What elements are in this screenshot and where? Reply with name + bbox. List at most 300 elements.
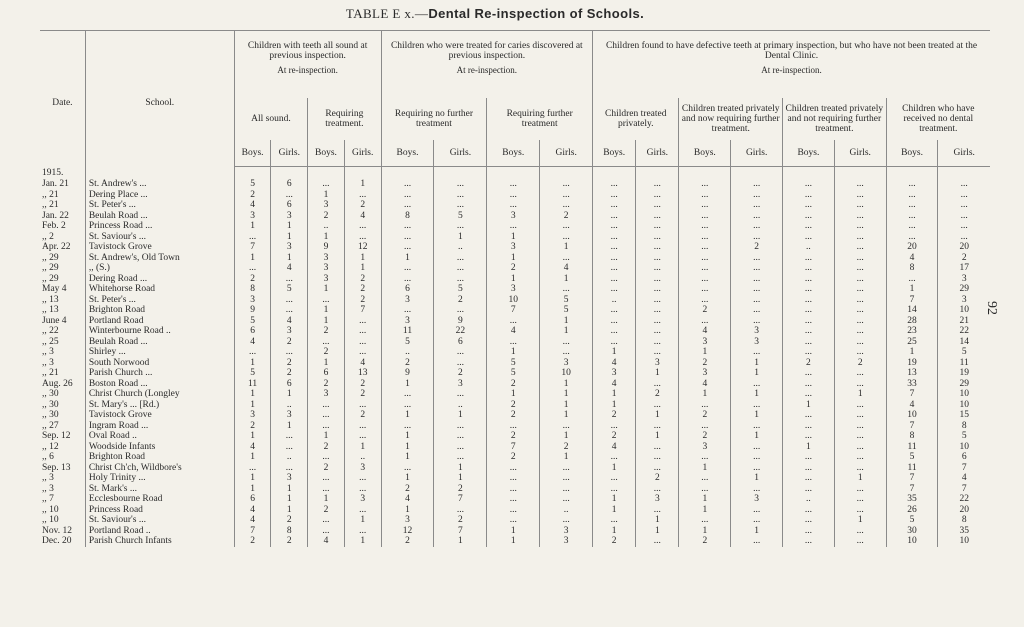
table-row (40, 316, 990, 327)
row-value: ... (834, 442, 886, 453)
row-date: ,, 21 (42, 200, 59, 210)
header-girls: Girls. (434, 140, 487, 167)
row-school: Christ Church (Longley (85, 389, 234, 400)
row-value: ... (344, 316, 381, 327)
row-value: 8 (938, 421, 990, 432)
row-value: 1 (308, 284, 345, 295)
row-school: Parish Church Infants (85, 536, 234, 547)
year-row (40, 167, 990, 180)
row-value: 5 (938, 431, 990, 442)
row-value: ... (271, 463, 308, 474)
header-group-sound (234, 31, 381, 99)
table-row (40, 242, 990, 253)
row-school: Brighton Road (85, 452, 234, 463)
row-date: Jan. 22 (42, 210, 69, 221)
row-value: ... (731, 263, 783, 274)
row-value: ... (679, 242, 731, 253)
row-value: ... (783, 379, 835, 390)
row-value: ... (487, 515, 540, 526)
row-value: 5 (434, 211, 487, 222)
row-date: ,, 22 (42, 326, 59, 336)
row-value: 11 (886, 442, 938, 453)
row-value: 1 (540, 431, 593, 442)
row-value: ... (434, 421, 487, 432)
row-value: ... (834, 368, 886, 379)
row-value: 2 (308, 463, 345, 474)
row-value: ... (731, 379, 783, 390)
row-value: 4 (487, 326, 540, 337)
row-value: ... (679, 200, 731, 211)
row-value: ... (834, 242, 886, 253)
row-date: ,, 12 (42, 441, 59, 452)
row-value: 1 (679, 505, 731, 516)
row-value: ... (344, 190, 381, 201)
row-value: ... (783, 179, 835, 190)
row-value: ... (679, 484, 731, 495)
row-value: 2 (308, 379, 345, 390)
row-date: ,, 6 (42, 452, 54, 462)
row-value: 3 (381, 295, 434, 306)
row-value: 1 (731, 389, 783, 400)
row-value: 3 (593, 368, 636, 379)
row-value: 1 (234, 221, 271, 232)
table-row (40, 505, 990, 516)
row-value: ... (636, 484, 679, 495)
row-school: Shirley ... (85, 347, 234, 358)
header-boys: Boys. (783, 140, 835, 167)
header-boys: Boys. (593, 140, 636, 167)
row-value: ... (381, 263, 434, 274)
row-date: ,, 30 (42, 389, 59, 399)
row-value: 2 (834, 358, 886, 369)
row-value: 3 (636, 494, 679, 505)
row-value: ... (886, 200, 938, 211)
row-value: ... (381, 421, 434, 432)
row-value: 4 (938, 473, 990, 484)
row-value: ... (834, 190, 886, 201)
row-value: ... (731, 463, 783, 474)
row-value: 1 (381, 473, 434, 484)
row-value: 4 (271, 263, 308, 274)
row-value: 2 (308, 442, 345, 453)
row-value: 15 (938, 410, 990, 421)
row-value: 19 (886, 358, 938, 369)
row-value: 1 (381, 505, 434, 516)
row-value: ... (540, 337, 593, 348)
row-value: 3 (938, 274, 990, 285)
row-value: ... (731, 253, 783, 264)
row-value: 10 (886, 410, 938, 421)
table-row (40, 221, 990, 232)
row-value: ... (679, 211, 731, 222)
row-value: 1 (234, 473, 271, 484)
row-value: ... (636, 253, 679, 264)
table-row (40, 347, 990, 358)
row-value: ... (381, 190, 434, 201)
row-value: 1 (593, 494, 636, 505)
row-value: ... (834, 431, 886, 442)
row-value: ... (636, 284, 679, 295)
row-date: Apr. 22 (42, 242, 71, 252)
header-girls: Girls. (344, 140, 381, 167)
row-value: ... (593, 242, 636, 253)
row-value: 2 (636, 389, 679, 400)
row-value: ... (679, 473, 731, 484)
row-value: ... (381, 274, 434, 285)
row-value: 1 (731, 410, 783, 421)
row-value: 3 (308, 253, 345, 264)
row-value: 1 (308, 232, 345, 243)
row-value: .. (540, 505, 593, 516)
table-row (40, 284, 990, 295)
row-date: ,, 30 (42, 399, 59, 410)
row-value: 1 (434, 473, 487, 484)
row-value: 4 (234, 515, 271, 526)
row-value: ... (783, 284, 835, 295)
row-value: 2 (434, 295, 487, 306)
row-value: ... (487, 505, 540, 516)
row-value: 2 (271, 368, 308, 379)
row-value: ... (834, 211, 886, 222)
row-value: ... (434, 305, 487, 316)
row-value: 1 (308, 431, 345, 442)
row-value: 30 (886, 526, 938, 537)
header-no-treatment: Children who have received no dental treatment. (886, 98, 990, 140)
row-value: 5 (540, 305, 593, 316)
table-row (40, 263, 990, 274)
row-date: ,, 21 (42, 368, 59, 378)
table-row (40, 200, 990, 211)
row-value: 1 (679, 347, 731, 358)
row-value: 1 (344, 253, 381, 264)
row-value: ... (636, 190, 679, 201)
row-value: ... (344, 526, 381, 537)
row-value: ... (540, 179, 593, 190)
row-value: 1 (271, 505, 308, 516)
row-value: 1 (593, 463, 636, 474)
row-value: 3 (271, 473, 308, 484)
row-value: 2 (381, 358, 434, 369)
row-value: 4 (234, 200, 271, 211)
row-value: ... (783, 368, 835, 379)
row-value: ... (679, 232, 731, 243)
row-value: 8 (381, 211, 434, 222)
row-value: ... (271, 347, 308, 358)
row-value: 9 (434, 316, 487, 327)
row-value: ... (731, 505, 783, 516)
table-row (40, 400, 990, 411)
row-value: 4 (679, 326, 731, 337)
row-value: .. (308, 221, 345, 232)
row-value: 1 (636, 368, 679, 379)
row-date: Nov. 12 (42, 525, 72, 536)
row-value: ... (834, 536, 886, 547)
row-school: St. Mary's ... [Rd.) (85, 400, 234, 411)
row-value: 1 (593, 400, 636, 411)
row-value: ... (731, 284, 783, 295)
row-value: 35 (938, 526, 990, 537)
row-value: ... (834, 505, 886, 516)
row-value: 10 (938, 305, 990, 316)
row-value: 23 (886, 326, 938, 337)
row-value: ... (344, 337, 381, 348)
row-value: ... (783, 389, 835, 400)
row-value: 4 (344, 358, 381, 369)
row-value: 29 (938, 379, 990, 390)
row-value: 4 (593, 442, 636, 453)
row-value: ... (636, 242, 679, 253)
row-value: 1 (271, 421, 308, 432)
row-value: 2 (234, 536, 271, 547)
row-value: 1 (308, 494, 345, 505)
table-row (40, 358, 990, 369)
row-value: 12 (344, 242, 381, 253)
row-value: ... (434, 442, 487, 453)
row-value: 7 (938, 463, 990, 474)
row-value: 22 (938, 494, 990, 505)
row-value: 7 (938, 484, 990, 495)
row-value: 8 (886, 431, 938, 442)
row-school: St. Peter's ... (85, 295, 234, 306)
row-value: ... (487, 221, 540, 232)
row-value: 21 (938, 316, 990, 327)
row-value: 7 (234, 242, 271, 253)
row-value: 1 (783, 400, 835, 411)
row-value: 10 (938, 400, 990, 411)
row-value: 3 (731, 494, 783, 505)
row-value: 3 (679, 337, 731, 348)
table-row (40, 473, 990, 484)
row-value: ... (593, 284, 636, 295)
row-value: 2 (234, 421, 271, 432)
row-value: .. (593, 295, 636, 306)
table-row (40, 274, 990, 285)
row-value: ... (593, 190, 636, 201)
row-value: ... (234, 463, 271, 474)
row-school: Parish Church ... (85, 368, 234, 379)
row-value: ... (783, 337, 835, 348)
row-value: 10 (938, 442, 990, 453)
row-value: ... (636, 326, 679, 337)
row-value: ... (783, 484, 835, 495)
row-value: ... (783, 295, 835, 306)
row-value: ... (540, 494, 593, 505)
row-value: ... (381, 232, 434, 243)
row-value: ... (636, 421, 679, 432)
row-value: 2 (636, 473, 679, 484)
header-group-defective-label: Children found to have defective teeth at primary inspection, but who have not been treated at the Dental Clinic. (605, 41, 978, 61)
row-value: ... (731, 442, 783, 453)
row-value: 1 (271, 494, 308, 505)
row-value: ... (540, 284, 593, 295)
row-value: ... (308, 526, 345, 537)
row-value: ... (783, 211, 835, 222)
row-value: ... (731, 347, 783, 358)
row-value: 6 (938, 452, 990, 463)
row-value: ... (434, 221, 487, 232)
row-value: ... (938, 211, 990, 222)
row-value: ... (783, 421, 835, 432)
row-value: 1 (540, 274, 593, 285)
row-value: 1 (271, 389, 308, 400)
table-row (40, 232, 990, 243)
row-school: Christ Ch'ch, Wildbore's (85, 463, 234, 474)
header-private-not-requiring: Children treated privately and not requiring further treatment. (783, 98, 887, 140)
row-value: 1 (593, 526, 636, 537)
row-value: ... (731, 305, 783, 316)
row-value: ... (636, 536, 679, 547)
table-row (40, 463, 990, 474)
row-value: 3 (731, 337, 783, 348)
row-value: ... (308, 515, 345, 526)
header-requiring-further: Requiring further treatment (487, 98, 593, 140)
row-value: 3 (540, 358, 593, 369)
row-value: ... (593, 452, 636, 463)
row-value: 2 (434, 484, 487, 495)
row-value: 1 (308, 305, 345, 316)
row-date: Dec. 20 (42, 536, 72, 546)
row-value: ... (271, 274, 308, 285)
table-row (40, 526, 990, 537)
row-value: ... (636, 232, 679, 243)
row-value: 1 (381, 452, 434, 463)
row-school: Brighton Road (85, 305, 234, 316)
row-value: 1 (381, 410, 434, 421)
row-value: 4 (234, 337, 271, 348)
row-value: 7 (434, 526, 487, 537)
row-date: Sep. 12 (42, 431, 71, 441)
row-value: 2 (731, 242, 783, 253)
table-row (40, 421, 990, 432)
row-value: ... (886, 190, 938, 201)
row-value: 5 (487, 368, 540, 379)
row-value: 3 (234, 295, 271, 306)
table-row (40, 431, 990, 442)
row-value: ... (593, 200, 636, 211)
row-date: May 4 (42, 284, 67, 294)
row-value: ... (636, 442, 679, 453)
row-value: 4 (234, 505, 271, 516)
row-value: 10 (886, 536, 938, 547)
row-value: 2 (344, 295, 381, 306)
row-value: 1 (679, 494, 731, 505)
row-value: 1 (234, 389, 271, 400)
row-value: 6 (271, 179, 308, 190)
row-value: 2 (487, 263, 540, 274)
table-row (40, 295, 990, 306)
row-value: ... (434, 274, 487, 285)
row-value: ... (434, 452, 487, 463)
row-value: ... (783, 232, 835, 243)
row-value: ... (593, 253, 636, 264)
row-value: 1 (679, 389, 731, 400)
row-value: ... (938, 232, 990, 243)
row-value: 1 (540, 452, 593, 463)
row-value: ... (344, 232, 381, 243)
header-girls: Girls. (540, 140, 593, 167)
row-school: Boston Road ... (85, 379, 234, 390)
row-value: 1 (731, 358, 783, 369)
row-value: 5 (886, 452, 938, 463)
row-value: 3 (636, 358, 679, 369)
row-school: Tavistock Grove (85, 242, 234, 253)
row-value: ... (234, 347, 271, 358)
row-value: 1 (271, 253, 308, 264)
row-value: ... (593, 274, 636, 285)
row-value: 7 (886, 421, 938, 432)
row-value: 4 (344, 211, 381, 222)
table-row (40, 442, 990, 453)
row-value: 3 (308, 200, 345, 211)
header-group-treated (381, 31, 593, 99)
row-date: ,, 10 (42, 504, 59, 515)
row-date: ,, 7 (42, 494, 54, 504)
row-value: 3 (487, 242, 540, 253)
row-value: 7 (487, 442, 540, 453)
row-value: 26 (886, 505, 938, 516)
row-value: 2 (344, 379, 381, 390)
row-value: ... (783, 221, 835, 232)
row-value: ... (487, 337, 540, 348)
row-value: ... (731, 179, 783, 190)
row-value: 1 (540, 379, 593, 390)
header-group-defective (593, 31, 990, 99)
row-value: 22 (434, 326, 487, 337)
row-value: 14 (886, 305, 938, 316)
row-value: 2 (344, 410, 381, 421)
row-date: ,, 10 (42, 515, 59, 525)
row-value: 5 (234, 368, 271, 379)
row-value: 4 (593, 379, 636, 390)
row-value: 1 (308, 190, 345, 201)
row-value: 6 (308, 368, 345, 379)
row-value: ... (308, 473, 345, 484)
row-value: ... (679, 400, 731, 411)
row-value: ... (308, 421, 345, 432)
row-value: ... (344, 421, 381, 432)
row-date: ,, 30 (42, 410, 59, 420)
header-requiring-treatment: Requiring treatment. (308, 98, 381, 140)
row-school: Ingram Road ... (85, 421, 234, 432)
row-value: 1 (434, 536, 487, 547)
row-value: ... (434, 431, 487, 442)
header-girls: Girls. (731, 140, 783, 167)
row-value: ... (834, 179, 886, 190)
row-value: 1 (381, 379, 434, 390)
row-value: 1 (731, 526, 783, 537)
row-value: ... (679, 190, 731, 201)
row-value: ... (679, 263, 731, 274)
row-value: ... (487, 316, 540, 327)
row-value: 1 (593, 347, 636, 358)
row-value: ... (593, 179, 636, 190)
row-value: ... (731, 211, 783, 222)
row-value: 1 (234, 358, 271, 369)
row-date: ,, 25 (42, 336, 59, 347)
row-value: 7 (886, 473, 938, 484)
row-value: ... (636, 200, 679, 211)
row-value: 1 (344, 442, 381, 453)
row-value: ... (308, 452, 345, 463)
row-value: ... (487, 179, 540, 190)
row-value: 2 (679, 305, 731, 316)
row-date: ,, 21 (42, 189, 59, 200)
row-value: ... (344, 347, 381, 358)
row-value: 1 (540, 389, 593, 400)
row-value: 6 (381, 284, 434, 295)
row-value: 3 (381, 515, 434, 526)
row-value: 2 (308, 211, 345, 222)
